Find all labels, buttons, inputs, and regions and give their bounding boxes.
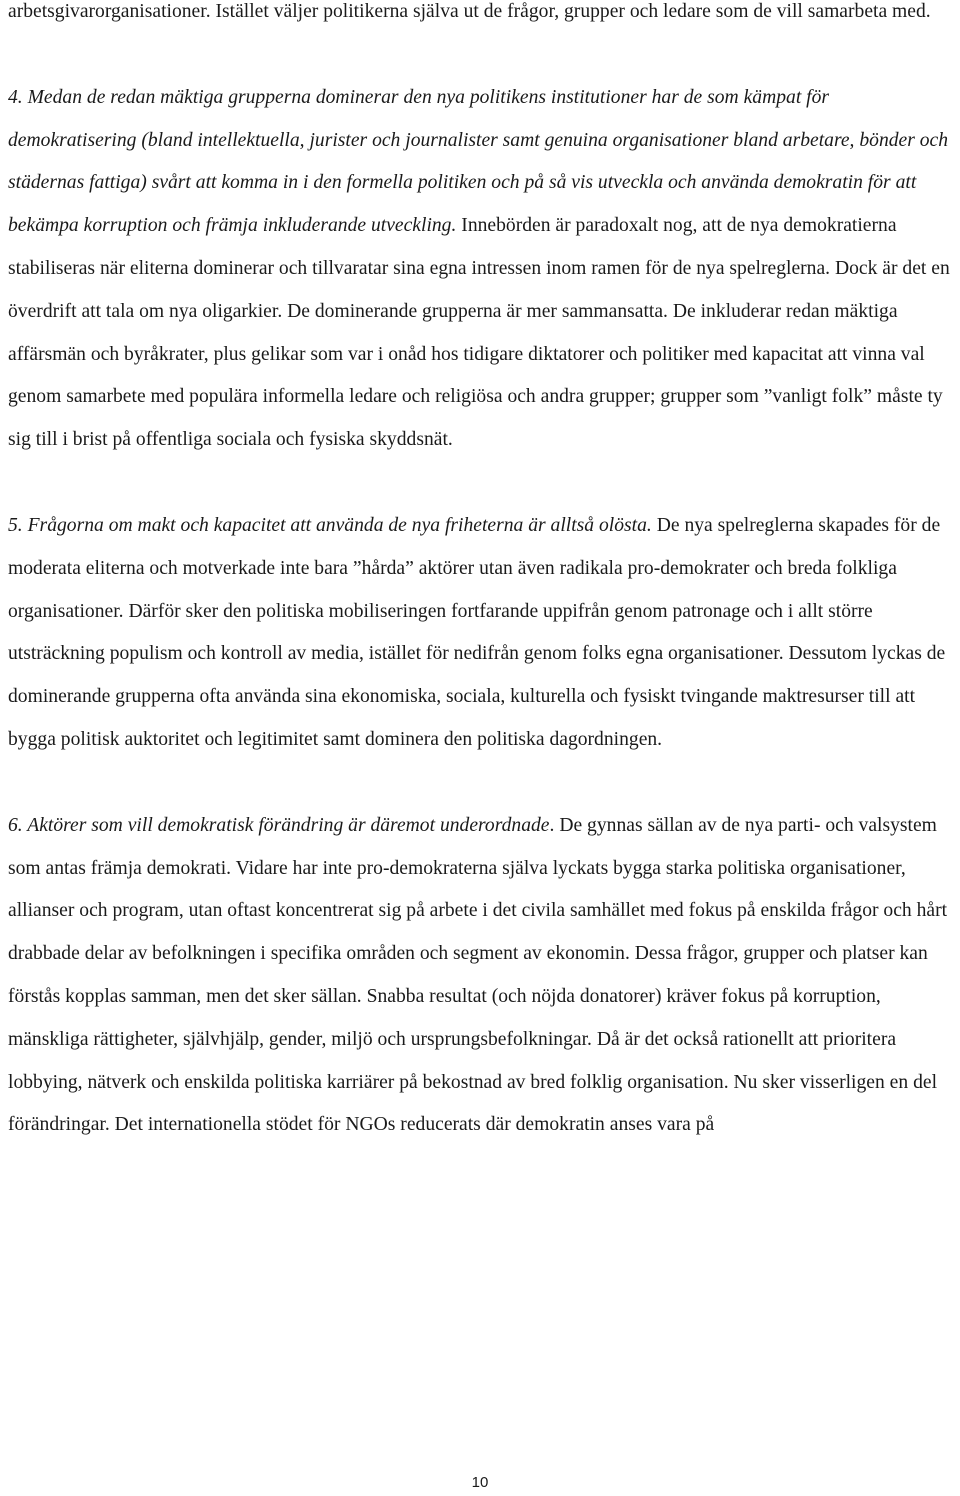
paragraph-4 (8, 77, 956, 462)
paragraph-5 (8, 505, 956, 762)
paragraph-spacer (8, 762, 956, 805)
paragraph-6 (8, 805, 956, 1147)
paragraph-intro-text: arbetsgivarorganisationer. Istället väljer politikerna själva ut de frågor, grupper och ledare som de vill samarbeta med. (8, 1, 931, 22)
paragraph-6-lead: 6. Aktörer som vill demokratisk förändring är däremot underordnade (8, 814, 550, 836)
page-number: 10 (471, 1474, 489, 1491)
document-page (8, 0, 956, 1147)
paragraph-spacer (8, 34, 956, 77)
paragraph-4-body: Innebörden är paradoxalt nog, att de nya demokratierna stabiliseras när eliterna dominerar och tillvaratar sina egna intressen inom ramen för de nya spelreglerna. Dock är det en överdrift att tala om nya oligarkier. De dominerande grupperna är mer sammansatta. De inkluderar redan mäktiga affärsmän och byråkrater, plus gelikar som var i onåd hos tidigare diktatorer och politiker med kapacitat att vinna val genom samarbete med populära informella ledare och religiösa och andra grupper; grupper som ”vanligt folk” måste ty sig till i brist på offentliga sociala och fysiska skyddsnät. (8, 215, 950, 451)
paragraph-5-lead: 5. Frågorna om makt och kapacitet att använda de nya friheterna är alltså olösta. (8, 514, 652, 536)
paragraph-spacer (8, 462, 956, 505)
paragraph-intro (8, 0, 956, 34)
paragraph-6-body: . De gynnas sällan av de nya parti- och valsystem som antas främja demokrati. Vidare har inte pro-demokraterna själva lyckats bygga starka politiska organisationer, allianser och program, utan oftast koncentrerat sig på arbete i det civila samhället med fokus på enskilda frågor och hårt drabbade delar av befolkningen i specifika områden och segment av ekonomin. Dessa frågor, grupper och platser kan förstås kopplas samman, men det sker sällan. Snabba resultat (och nöjda donatorer) kräver fokus på korruption, mänskliga rättigheter, självhjälp, gender, miljö och ursprungsbefolkningar. Då är det också rationellt att prioritera lobbying, nätverk och enskilda politiska karriärer på bekostnad av bred folklig organisation. Nu sker visserligen en del förändringar. Det internationella stödet för NGOs reducerats där demokratin anses vara på (8, 814, 948, 1136)
paragraph-5-body: De nya spelreglerna skapades för de moderata eliterna och motverkade inte bara ”hårda” aktörer utan även radikala pro-demokrater och breda folkliga organisationer. Därför sker den politiska mobiliseringen fortfarande uppifrån genom patronage och i allt större utsträckning populism och kontroll av media, istället för nedifrån genom folks egna organisationer. Dessutom lyckas de dominerande grupperna ofta använda sina ekonomiska, sociala, kulturella och fysiskt tvingande maktresurser till att bygga politisk auktoritet och legitimitet samt dominera den politiska dagordningen. (8, 514, 946, 750)
paragraph-4-lead: 4. Medan de redan mäktiga grupperna dominerar den nya politikens institutioner har de som kämpat för demokratisering (bland intellektuella, jurister och journalister samt genuina organisationer bland arbetare, bönder och städernas fattiga) svårt att komma in i den formella politiken och på så vis utveckla och använda demokratin för att bekämpa korruption och främja inkluderande utveckling. (8, 86, 949, 237)
